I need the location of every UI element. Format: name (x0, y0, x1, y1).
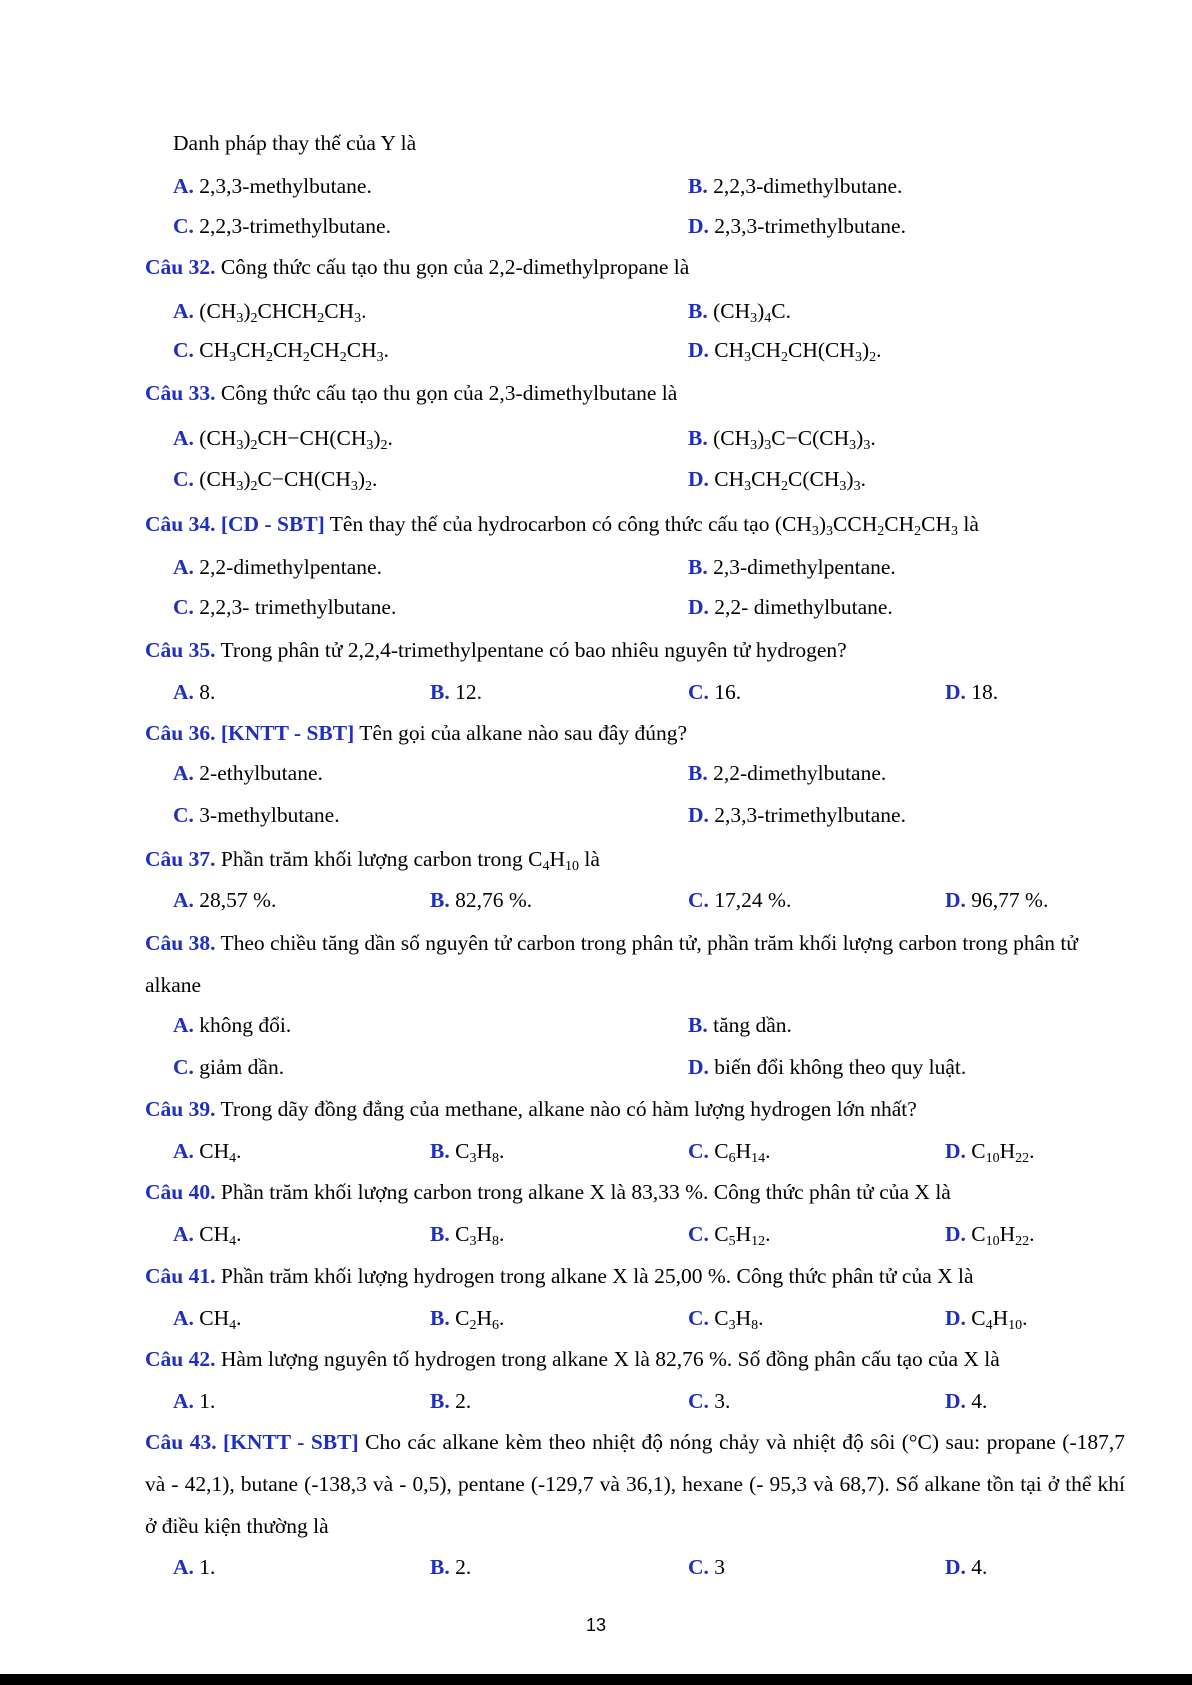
option-c[interactable] (173, 211, 391, 241)
formula-subscript: 8 (491, 1151, 499, 1166)
formula-subscript: 3 (839, 479, 847, 494)
formula-subscript: 3 (951, 524, 959, 539)
option-text: giảm dần. (199, 1055, 285, 1079)
option-c[interactable] (688, 677, 741, 707)
option-b[interactable] (430, 885, 532, 915)
option-formula: $C_3H_8$. (455, 1139, 505, 1166)
option-label: D. (688, 338, 709, 362)
option-text: 3-methylbutane. (199, 803, 340, 827)
question-text: Công thức cấu tạo thu gọn của 2,3-dimethylbutane là (220, 381, 678, 405)
option-label: A. (173, 426, 194, 450)
question-34 (145, 503, 1125, 545)
option-text: 2,2,3-dimethylbutane. (713, 174, 903, 198)
option-formula: $C_{10}H_{22}$. (971, 1139, 1035, 1166)
option-text: 16. (714, 680, 742, 704)
formula-subscript: 2 (317, 311, 325, 326)
option-d[interactable] (688, 1052, 966, 1082)
formula-subscript: 3 (764, 438, 772, 453)
formula-subscript: 2 (266, 350, 274, 365)
option-text: 12. (455, 680, 482, 704)
formula-subscript: 3 (826, 524, 834, 539)
formula-subscript: 4 (229, 1151, 237, 1166)
question-number: Câu 40. (145, 1180, 216, 1204)
option-d[interactable] (945, 1386, 987, 1416)
option-text: 2,3,3-methylbutane. (199, 174, 372, 198)
formula-subscript: 14 (751, 1151, 766, 1166)
question-text: Phần trăm khối lượng carbon trong (220, 847, 529, 871)
option-label: D. (688, 595, 709, 619)
option-c[interactable] (688, 1136, 771, 1166)
option-label: B. (430, 1389, 450, 1413)
options-row (0, 335, 1192, 365)
options-row (0, 464, 1192, 494)
formula-subscript: 3 (376, 350, 384, 365)
option-label: A. (173, 174, 194, 198)
formula-subscript: 2 (869, 350, 877, 365)
option-text: 2,3-dimethylpentane. (713, 555, 896, 579)
option-formula: $CH_3CH_2CH(CH_3)_2$. (714, 338, 882, 365)
option-label: B. (430, 1555, 450, 1579)
option-a[interactable] (173, 1303, 242, 1333)
option-label: B. (688, 1013, 708, 1037)
question-39 (145, 1088, 1125, 1130)
question-text: Cho các alkane kèm theo nhiệt độ nóng chảy và nhiệt độ sôi (°C) sau: propane (-187,7 và - 42,1), butane (-138,3 và - 0,5), pentane (-129,7 và 36,1), hexane (- 95,3 và 68,7). Số alkane tồn tại ở thể khí ở điều kiện thường là (145, 1430, 1125, 1538)
option-c[interactable] (688, 1386, 730, 1416)
options-row (0, 1136, 1192, 1166)
question-number: Câu 37. (145, 847, 216, 871)
formula-subscript: 2 (380, 438, 388, 453)
option-a[interactable] (173, 1136, 242, 1166)
option-label: D. (945, 888, 966, 912)
option-label: C. (173, 803, 194, 827)
formula-subscript: 8 (491, 1234, 499, 1249)
options-row (0, 677, 1192, 707)
options-row (0, 800, 1192, 830)
option-label: B. (688, 426, 708, 450)
formula-subscript: 3 (849, 438, 857, 453)
option-label: B. (430, 1306, 450, 1330)
option-text: 2,3,3-trimethylbutane. (714, 803, 906, 827)
formula-subscript: 3 (236, 438, 244, 453)
formula-subscript: 3 (853, 479, 861, 494)
option-formula: $(CH_3)_2CH-CH(CH_3)_2$. (199, 426, 393, 453)
option-a[interactable] (173, 1552, 215, 1582)
option-label: C. (173, 467, 194, 491)
option-d[interactable] (945, 677, 998, 707)
option-label: C. (173, 1055, 194, 1079)
option-d[interactable] (688, 335, 881, 365)
option-text: 2,2,3-trimethylbutane. (199, 214, 391, 238)
question-text: Tên thay thế của hydrocarbon có công thức cấu tạo (329, 512, 775, 536)
formula-subscript: 3 (469, 1234, 477, 1249)
question-number: Câu 43. (145, 1430, 217, 1454)
option-label: B. (430, 1139, 450, 1163)
option-d[interactable] (945, 885, 1048, 915)
option-a[interactable] (173, 423, 393, 453)
question-number: Câu 32. (145, 255, 216, 279)
formula-subscript: 3 (469, 1151, 477, 1166)
option-a[interactable] (173, 1219, 242, 1249)
option-b[interactable] (430, 1303, 504, 1333)
question-text: Trong dãy đồng đẳng của methane, alkane nào có hàm lượng hydrogen lớn nhất? (220, 1097, 917, 1121)
option-label: B. (688, 555, 708, 579)
option-b[interactable] (430, 1386, 471, 1416)
option-text: biến đổi không theo quy luật. (714, 1055, 967, 1079)
formula-subscript: 4 (985, 1318, 993, 1333)
option-label: C. (688, 1389, 709, 1413)
option-c[interactable] (173, 592, 396, 622)
option-text: 2,2-dimethylpentane. (199, 555, 382, 579)
option-label: D. (945, 680, 966, 704)
option-text: 2. (455, 1389, 472, 1413)
options-row (0, 296, 1192, 326)
option-label: C. (688, 680, 709, 704)
option-b[interactable] (688, 1010, 792, 1040)
option-a[interactable] (173, 1010, 291, 1040)
option-formula: $C_2H_6$. (455, 1306, 505, 1333)
option-label: D. (688, 803, 709, 827)
options-row (0, 552, 1192, 582)
option-text: 2. (455, 1555, 472, 1579)
formula-subscript: 2 (339, 350, 347, 365)
option-text: 2,3,3-trimethylbutane. (714, 214, 906, 238)
question-number: Câu 42. (145, 1347, 216, 1371)
formula-subscript: 3 (728, 1318, 736, 1333)
option-b[interactable] (688, 423, 876, 453)
options-row (0, 211, 1192, 241)
question-36 (145, 712, 1125, 754)
question-text: Theo chiều tăng dần số nguyên tử carbon trong phân tử, phần trăm khối lượng carbon trong phân tử alkane (145, 931, 1078, 997)
question-text: Trong phân tử 2,2,4-trimethylpentane có bao nhiêu nguyên tử hydrogen? (220, 638, 847, 662)
question-text: Tên gọi của alkane nào sau đây đúng? (359, 721, 688, 745)
option-a[interactable] (173, 296, 366, 326)
option-label: C. (688, 1555, 709, 1579)
option-text: 3 (714, 1555, 726, 1579)
formula-subscript: 3 (811, 524, 819, 539)
bottom-border (0, 1674, 1192, 1685)
option-label: C. (688, 1222, 709, 1246)
option-formula: $CH_4$. (199, 1306, 242, 1333)
formula-subscript: 4 (229, 1318, 237, 1333)
option-a[interactable] (173, 171, 372, 201)
option-d[interactable] (688, 592, 893, 622)
option-formula: $CH_4$. (199, 1222, 242, 1249)
formula-subscript: 3 (236, 479, 244, 494)
formula-subscript: 10 (1008, 1318, 1023, 1333)
option-label: A. (173, 1139, 194, 1163)
option-label: B. (688, 299, 708, 323)
option-formula: $C_{10}H_{22}$. (971, 1222, 1035, 1249)
question-text: Danh pháp thay thế của Y là (173, 131, 417, 155)
formula-subscript: 4 (764, 311, 772, 326)
option-label: B. (688, 761, 708, 785)
question-text: Phần trăm khối lượng carbon trong alkane X là 83,33 %. Công thức phân tử của X là (220, 1180, 951, 1204)
formula-subscript: 2 (250, 438, 258, 453)
option-label: C. (688, 1306, 709, 1330)
formula-subscript: 3 (366, 438, 374, 453)
formula-subscript: 3 (863, 438, 871, 453)
formula-subscript: 3 (236, 311, 244, 326)
source-tag: [KNTT - SBT] (223, 1430, 359, 1454)
option-text: không đổi. (199, 1013, 292, 1037)
options-row (0, 1052, 1192, 1082)
formula-subscript: 3 (744, 479, 752, 494)
formula-subscript: 4 (229, 1234, 237, 1249)
option-label: A. (173, 761, 194, 785)
option-c[interactable] (688, 1303, 764, 1333)
question-35 (145, 629, 1125, 671)
option-formula: $CH_3CH_2CH_2CH_2CH_3$. (199, 338, 390, 365)
option-text: 2,2- dimethylbutane. (714, 595, 893, 619)
option-c[interactable] (173, 800, 340, 830)
question-number: Câu 39. (145, 1097, 216, 1121)
option-label: D. (945, 1389, 966, 1413)
question-37 (145, 838, 1125, 880)
option-d[interactable] (688, 464, 866, 494)
option-d[interactable] (688, 800, 906, 830)
option-label: C. (173, 338, 194, 362)
formula-subscript: 10 (985, 1234, 1000, 1249)
option-label: A. (173, 1389, 194, 1413)
option-label: A. (173, 1555, 194, 1579)
option-text: 17,24 %. (714, 888, 792, 912)
question-formula: $C_4H_{10}$ (528, 847, 579, 874)
question-text: Công thức cấu tạo thu gọn của 2,2-dimethylpropane là (220, 255, 690, 279)
question-text-end: là (578, 847, 600, 871)
options-row (0, 171, 1192, 201)
question-43 (145, 1421, 1125, 1547)
option-label: D. (945, 1306, 966, 1330)
option-formula: $C_3H_8$. (714, 1306, 764, 1333)
option-a[interactable] (173, 677, 215, 707)
options-row (0, 885, 1192, 915)
option-text: 28,57 %. (199, 888, 277, 912)
option-text: 96,77 %. (971, 888, 1049, 912)
question-41 (145, 1255, 1125, 1297)
option-label: D. (688, 1055, 709, 1079)
option-label: D. (945, 1139, 966, 1163)
option-a[interactable] (173, 1386, 215, 1416)
option-label: D. (688, 214, 709, 238)
formula-subscript: 10 (564, 859, 579, 874)
formula-subscript: 3 (750, 438, 758, 453)
option-label: A. (173, 1306, 194, 1330)
formula-subscript: 2 (877, 524, 885, 539)
option-b[interactable] (430, 1552, 471, 1582)
option-text: 18. (971, 680, 999, 704)
formula-subscript: 3 (354, 311, 362, 326)
options-row (0, 1010, 1192, 1040)
option-text: 4. (971, 1389, 988, 1413)
formula-subscript: 6 (728, 1151, 736, 1166)
option-formula: $C_3H_8$. (455, 1222, 505, 1249)
question-text-end: là (958, 512, 979, 536)
option-formula: $C_5H_{12}$. (714, 1222, 771, 1249)
options-row (0, 1386, 1192, 1416)
options-row (0, 1303, 1192, 1333)
options-row (0, 1219, 1192, 1249)
option-a[interactable] (173, 758, 323, 788)
option-d[interactable] (945, 1219, 1035, 1249)
option-b[interactable] (688, 171, 902, 201)
option-b[interactable] (430, 1219, 504, 1249)
formula-subscript: 3 (744, 350, 752, 365)
option-text: 1. (199, 1555, 216, 1579)
options-row (0, 592, 1192, 622)
formula-subscript: 2 (469, 1318, 477, 1333)
option-b[interactable] (430, 1136, 504, 1166)
option-label: C. (173, 214, 194, 238)
option-label: A. (173, 1013, 194, 1037)
option-formula: $(CH_3)_4C$. (713, 299, 792, 326)
option-text: tăng dần. (713, 1013, 792, 1037)
option-formula: $CH_4$. (199, 1139, 242, 1166)
question-formula: $(CH_3)_3CCH_2CH_2CH_3$ (774, 512, 959, 539)
question-number: Câu 35. (145, 638, 216, 662)
option-formula: $C_4H_{10}$. (971, 1306, 1028, 1333)
option-label: C. (173, 595, 194, 619)
formula-subscript: 2 (781, 350, 789, 365)
source-tag: [KNTT - SBT] (220, 721, 355, 745)
question-33 (145, 372, 1125, 414)
option-text: 1. (199, 1389, 216, 1413)
option-b[interactable] (688, 296, 791, 326)
formula-subscript: 3 (854, 350, 862, 365)
option-formula: $CH_3CH_2C(CH_3)_3$. (714, 467, 866, 494)
question-text: Phần trăm khối lượng hydrogen trong alkane X là 25,00 %. Công thức phân tử của X là (220, 1264, 974, 1288)
option-b[interactable] (688, 758, 886, 788)
options-row (0, 423, 1192, 453)
option-text: 82,76 %. (455, 888, 533, 912)
option-label: A. (173, 555, 194, 579)
option-d[interactable] (688, 211, 906, 241)
formula-subscript: 22 (1015, 1234, 1030, 1249)
option-text: 2-ethylbutane. (199, 761, 323, 785)
option-c[interactable] (173, 1052, 284, 1082)
option-text: 4. (971, 1555, 988, 1579)
options-row (0, 758, 1192, 788)
option-formula: $(CH_3)_2CHCH_2CH_3$. (199, 299, 367, 326)
formula-subscript: 3 (350, 479, 358, 494)
option-label: B. (430, 680, 450, 704)
option-label: D. (945, 1222, 966, 1246)
question-40 (145, 1171, 1125, 1213)
formula-subscript: 2 (250, 479, 258, 494)
option-label: A. (173, 680, 194, 704)
formula-subscript: 6 (491, 1318, 499, 1333)
option-label: C. (688, 888, 709, 912)
formula-subscript: 2 (302, 350, 310, 365)
question-32 (145, 246, 1125, 288)
option-label: B. (688, 174, 708, 198)
option-c[interactable] (688, 885, 791, 915)
question-number: Câu 38. (145, 931, 216, 955)
option-d[interactable] (945, 1303, 1028, 1333)
formula-subscript: 22 (1015, 1151, 1030, 1166)
option-label: B. (430, 1222, 450, 1246)
question-number: Câu 41. (145, 1264, 216, 1288)
option-text: 8. (199, 680, 216, 704)
option-label: C. (688, 1139, 709, 1163)
option-label: A. (173, 1222, 194, 1246)
option-d[interactable] (945, 1552, 987, 1582)
option-label: B. (430, 888, 450, 912)
page-number: 13 (585, 1615, 607, 1635)
formula-subscript: 2 (781, 479, 789, 494)
option-c[interactable] (173, 335, 389, 365)
option-formula: $(CH_3)_3C-C(CH_3)_3$. (713, 426, 876, 453)
option-label: D. (945, 1555, 966, 1579)
formula-subscript: 8 (751, 1318, 759, 1333)
option-b[interactable] (688, 552, 896, 582)
question-text: Hàm lượng nguyên tố hydrogen trong alkane X là 82,76 %. Số đồng phân cấu tạo của X là (220, 1347, 1000, 1371)
formula-subscript: 10 (985, 1151, 1000, 1166)
formula-subscript: 3 (229, 350, 237, 365)
source-tag: [CD - SBT] (220, 512, 325, 536)
question-number: Câu 33. (145, 381, 216, 405)
option-a[interactable] (173, 885, 276, 915)
question-number: Câu 36. (145, 721, 216, 745)
question-42 (145, 1338, 1125, 1380)
option-formula: $C_6H_{14}$. (714, 1139, 771, 1166)
formula-subscript: 3 (750, 311, 758, 326)
formula-subscript: 2 (250, 311, 258, 326)
option-label: A. (173, 888, 194, 912)
options-row (0, 1552, 1192, 1582)
option-c[interactable] (173, 464, 377, 494)
option-c[interactable] (688, 1219, 771, 1249)
option-text: 3. (714, 1389, 731, 1413)
formula-subscript: 2 (365, 479, 373, 494)
formula-subscript: 4 (542, 859, 550, 874)
option-text: 2,2,3- trimethylbutane. (199, 595, 397, 619)
formula-subscript: 5 (728, 1234, 736, 1249)
option-b[interactable] (430, 677, 482, 707)
option-a[interactable] (173, 552, 382, 582)
option-d[interactable] (945, 1136, 1035, 1166)
option-formula: $(CH_3)_2C-CH(CH_3)_2$. (199, 467, 378, 494)
option-label: D. (688, 467, 709, 491)
question-38 (145, 922, 1125, 1006)
option-label: A. (173, 299, 194, 323)
formula-subscript: 2 (914, 524, 922, 539)
option-text: 2,2-dimethylbutane. (713, 761, 887, 785)
option-c[interactable] (688, 1552, 725, 1582)
question-stem (173, 122, 1153, 164)
formula-subscript: 12 (751, 1234, 766, 1249)
question-number: Câu 34. (145, 512, 216, 536)
